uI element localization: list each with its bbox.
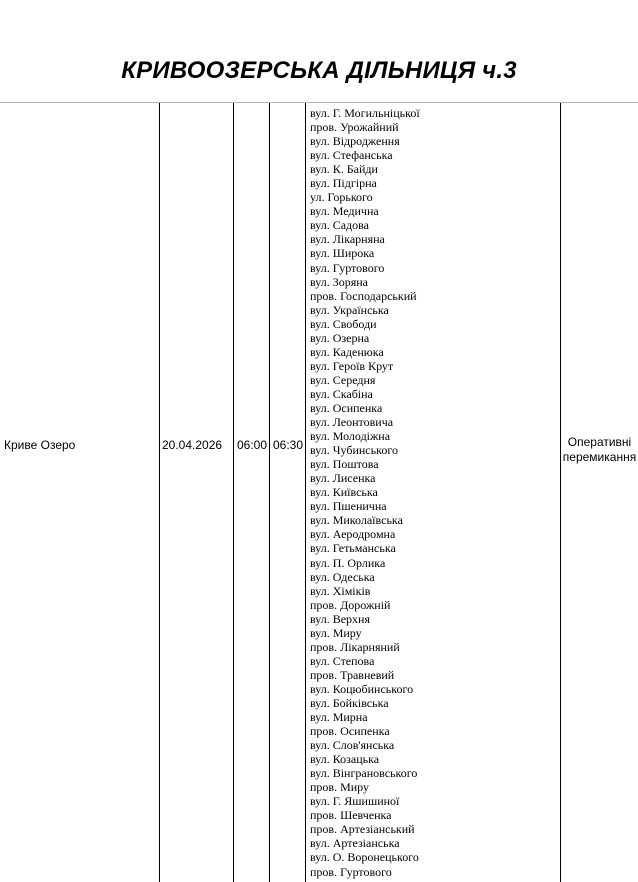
street-item: вул. Поштова xyxy=(310,457,379,472)
column-divider xyxy=(305,103,306,882)
street-item: вул. Г. Могильніцької xyxy=(310,106,420,120)
street-item: вул. Слов'янська xyxy=(310,738,395,753)
street-item: вул. Чубинського xyxy=(310,443,398,458)
street-item: вул. Артезіанська xyxy=(310,836,400,851)
street-item: вул. Миру xyxy=(310,625,362,640)
street-item: вул. Молодіжна xyxy=(310,429,391,444)
street-item: вул. К. Байди xyxy=(310,162,378,177)
street-item: вул. Скабіна xyxy=(310,386,373,401)
street-item: вул. Осипенка xyxy=(310,400,383,415)
street-item: вул. Одеська xyxy=(310,569,375,584)
street-item: пров. Гуртового xyxy=(310,864,392,879)
street-item: пров. Лікарняний xyxy=(310,639,400,654)
date-cell: 20.04.2026 xyxy=(162,438,223,452)
street-item: вул. Підгірна xyxy=(310,176,377,191)
outage-table xyxy=(0,102,638,882)
street-item: вул. Гетьманська xyxy=(310,541,396,556)
column-divider xyxy=(233,103,234,882)
street-item: вул. Лікарняна xyxy=(310,232,385,247)
street-item: вул. Степова xyxy=(310,653,375,668)
street-item: вул. Садова xyxy=(310,218,369,233)
street-item: вул. Озерна xyxy=(310,330,370,345)
settlement-cell: Криве Озеро xyxy=(4,438,76,452)
street-item: вул. Козацька xyxy=(310,752,380,767)
street-item: вул. Середня xyxy=(310,372,376,387)
street-item: вул. Аеродромна xyxy=(310,527,396,542)
street-item: пров. Господарський xyxy=(310,288,417,303)
column-divider xyxy=(159,103,160,882)
street-item: вул. Широка xyxy=(310,246,375,261)
street-item: вул. Київська xyxy=(310,485,378,500)
street-item: вул. Каденюка xyxy=(310,344,384,359)
street-item: ул. Горького xyxy=(310,190,373,205)
street-item: пров. Артезіанський xyxy=(310,822,415,837)
street-item: вул. Героїв Крут xyxy=(310,358,394,373)
column-divider xyxy=(269,103,270,882)
street-item: вул. Лисенка xyxy=(310,471,376,486)
street-item: вул. Коцюбинського xyxy=(310,681,414,696)
street-item: вул. Вінграновського xyxy=(310,766,418,781)
street-list xyxy=(310,106,420,879)
street-item: вул. Миколаївська xyxy=(310,513,403,528)
street-item: вул. Мирна xyxy=(310,710,368,725)
street-item: вул. Г. Яшишиної xyxy=(310,794,400,809)
street-item: пров. Осипенка xyxy=(310,724,390,739)
street-item: вул. Верхня xyxy=(310,611,370,626)
start-time-cell: 06:00 xyxy=(237,438,268,452)
end-time-cell: 06:30 xyxy=(273,438,304,452)
street-item: вул. П. Орлика xyxy=(310,555,386,570)
street-item: вул. Медична xyxy=(310,204,379,219)
column-divider xyxy=(560,103,561,882)
street-item: пров. Урожайний xyxy=(310,120,399,135)
street-item: вул. Леонтовича xyxy=(310,415,394,430)
street-item: пров. Миру xyxy=(310,780,370,795)
street-item: вул. Бойківська xyxy=(310,695,389,710)
street-item: вул. Українська xyxy=(310,302,389,317)
street-item: вул. Свободи xyxy=(310,316,377,331)
street-item: пров. Шевченка xyxy=(310,808,392,823)
street-item: вул. Пшенична xyxy=(310,499,387,514)
street-item: вул. Хіміків xyxy=(310,583,371,598)
street-item: вул. Зоряна xyxy=(310,274,368,289)
street-item: пров. Травневий xyxy=(310,667,395,682)
street-item: вул. О. Воронецького xyxy=(310,850,419,865)
street-item: вул. Стефанська xyxy=(310,148,393,163)
page-title: КРИВООЗЕРСЬКА ДІЛЬНИЦЯ ч.3 xyxy=(121,57,517,84)
street-item: пров. Дорожній xyxy=(310,597,391,612)
street-item: вул. Гуртового xyxy=(310,260,385,275)
street-item: вул. Відродження xyxy=(310,134,400,149)
reason-cell: Оперативні перемикання xyxy=(562,435,637,464)
